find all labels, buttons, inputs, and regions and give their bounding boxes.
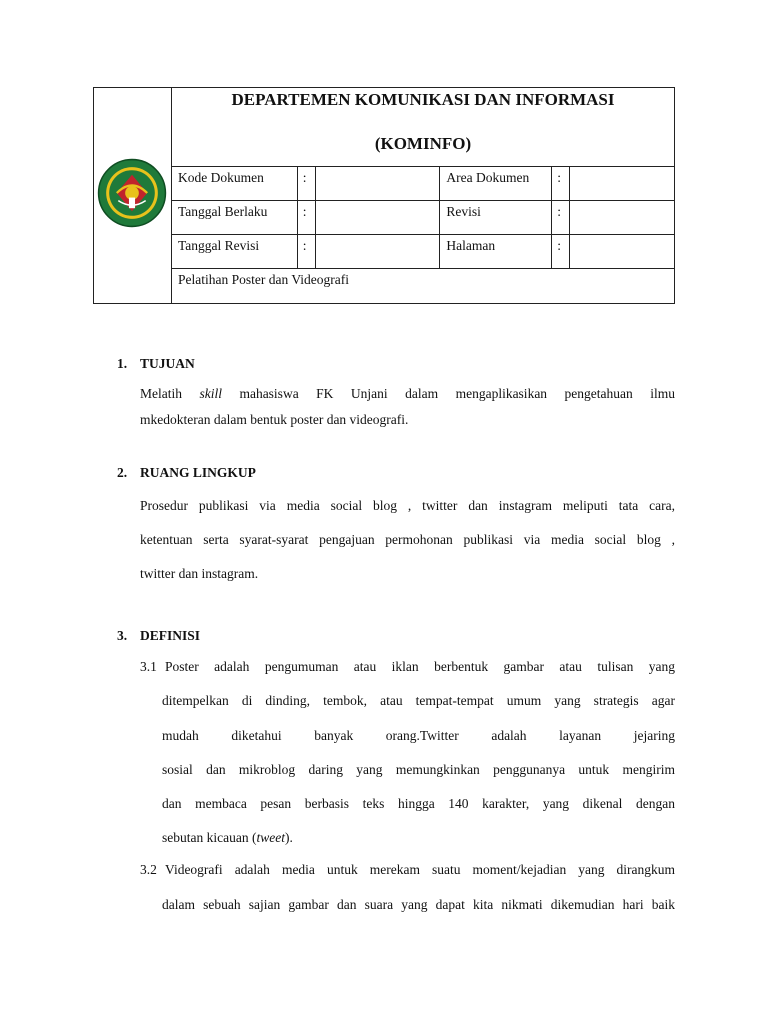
field-value: [570, 167, 675, 201]
body-line: Melatih skill mahasiswa FK Unjani dalam mengaplikasikan pengetahuan ilmu: [140, 386, 675, 401]
field-colon: :: [552, 201, 570, 235]
field-label: Halaman: [440, 235, 552, 269]
body-line: twitter dan instagram.: [140, 566, 259, 581]
definition-number: 3.2: [140, 862, 157, 877]
logo-cell: [94, 88, 172, 304]
field-value: [315, 235, 440, 269]
body-line: Videografi adalah media untuk merekam suatu moment/kejadian yang dirangkum: [165, 862, 675, 877]
body-line: Prosedur publikasi via media social blog , twitter dan instagram meliputi tata cara,: [140, 498, 675, 513]
field-value: [570, 235, 675, 269]
section-number: 2.: [117, 465, 128, 480]
field-label: Revisi: [440, 201, 552, 235]
field-value: [315, 201, 440, 235]
section-heading-tujuan: [117, 357, 195, 371]
emphasis-text: skill: [199, 386, 222, 401]
field-colon: :: [552, 167, 570, 201]
section-number: 3.: [117, 628, 128, 643]
body-line: mkedokteran dalam bentuk poster dan videografi.: [140, 412, 409, 427]
title-cell: [171, 88, 674, 167]
department-abbreviation: (KOMINFO): [374, 134, 472, 153]
department-title: DEPARTEMEN KOMUNIKASI DAN INFORMASI: [231, 90, 615, 109]
section-heading-ruang-lingkup: [117, 466, 256, 480]
field-label: Area Dokumen: [440, 167, 552, 201]
document-header-table: [93, 87, 675, 304]
field-label: Tanggal Berlaku: [171, 201, 297, 235]
field-colon: :: [297, 235, 315, 269]
field-label: Kode Dokumen: [171, 167, 297, 201]
section-heading-definisi: [117, 629, 200, 643]
section-title: TUJUAN: [140, 356, 195, 371]
body-line: ketentuan serta syarat-syarat pengajuan permohonan publikasi via media social blog ,: [140, 532, 675, 547]
document-subject: Pelatihan Poster dan Videografi: [171, 269, 674, 304]
field-label: Tanggal Revisi: [171, 235, 297, 269]
body-line: sebutan kicauan (tweet).: [162, 830, 293, 845]
definition-number: 3.1: [140, 659, 157, 674]
field-colon: :: [297, 201, 315, 235]
body-line: ditempelkan di dinding, tembok, atau tempat-tempat umum yang strategis agar: [162, 693, 675, 708]
university-seal-icon: [94, 155, 170, 231]
field-value: [315, 167, 440, 201]
section-number: 1.: [117, 356, 128, 371]
field-value: [570, 201, 675, 235]
emphasis-text: tweet: [256, 830, 285, 845]
body-line: dan membaca pesan berbasis teks hingga 140 karakter, yang dikenal dengan: [162, 796, 675, 811]
section-title: RUANG LINGKUP: [140, 465, 256, 480]
body-line: sosial dan mikroblog daring yang memungkinkan penggunanya untuk mengirim: [162, 762, 675, 777]
section-title: DEFINISI: [140, 628, 201, 643]
body-line: dalam sebuah sajian gambar dan suara yang dapat kita nikmati dikemudian hari baik: [162, 897, 675, 912]
body-line: Poster adalah pengumuman atau iklan berbentuk gambar atau tulisan yang: [165, 659, 675, 674]
field-colon: :: [552, 235, 570, 269]
body-line: mudah diketahui banyak orang.Twitter adalah layanan jejaring: [162, 728, 675, 743]
field-colon: :: [297, 167, 315, 201]
